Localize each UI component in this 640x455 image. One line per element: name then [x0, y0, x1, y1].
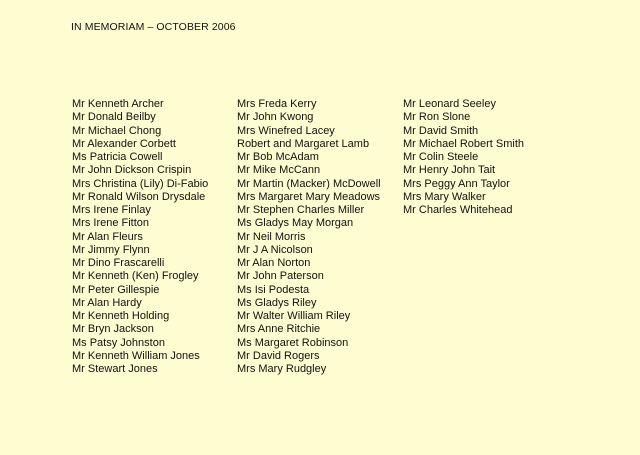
memorial-name: Mr Jimmy Flynn: [72, 243, 150, 256]
memorial-name: Mr David Smith: [403, 124, 479, 137]
memorial-name: Mr John Kwong: [237, 111, 314, 124]
memorial-name: Mr Bryn Jackson: [72, 323, 154, 336]
memorial-name: Mr Kenneth William Jones: [72, 349, 200, 362]
memorial-name: Mrs Irene Fitton: [72, 217, 150, 230]
memorial-name: Mr Alan Fleurs: [72, 230, 143, 243]
memorial-name: Mr Walter William Riley: [237, 310, 351, 322]
memorial-name: Mr Charles Whitehead: [403, 204, 513, 216]
memorial-name: Ms Gladys Riley: [237, 296, 317, 309]
memorial-name: Mr Henry John Tait: [403, 164, 496, 177]
memorial-name: Mr Ronald Wilson Drysdale: [72, 190, 206, 203]
memorial-name: Robert and Margaret Lamb: [237, 137, 370, 150]
memorial-name: Mrs Peggy Ann Taylor: [403, 177, 510, 190]
memorial-name: Ms Gladys May Morgan: [237, 217, 354, 230]
memorial-name: Mrs Mary Walker: [403, 190, 486, 203]
memorial-name: Mrs Mary Rudgley: [237, 363, 327, 375]
memorial-name: Mr Ron Slone: [403, 111, 471, 124]
names-column-2: [237, 98, 381, 376]
memorial-name: Mr J A Nicolson: [237, 243, 313, 256]
memorial-name: Mrs Christina (Lily) Di-Fabio: [72, 177, 209, 190]
memorial-name: Mr David Rogers: [237, 349, 320, 362]
memorial-name: Mr Stephen Charles Miller: [237, 204, 365, 216]
memorial-name: Mr Stewart Jones: [72, 363, 158, 375]
names-column-3: [403, 98, 524, 217]
memorial-name: Mrs Freda Kerry: [237, 98, 317, 110]
memorial-name: Mr Bob McAdam: [237, 151, 319, 163]
names-column-1: [72, 98, 208, 376]
memorial-name: Mr Kenneth Archer: [72, 98, 164, 110]
memorial-name: Mr John Paterson: [237, 270, 324, 283]
memorial-name: Mr Mike McCann: [237, 164, 321, 177]
memorial-name: Mrs Winefred Lacey: [237, 124, 335, 137]
memorial-name: Mr Michael Robert Smith: [403, 137, 525, 150]
memorial-name: Ms Isi Podesta: [237, 283, 310, 296]
memorial-name: Mr Kenneth Holding: [72, 310, 170, 322]
memorial-name: Mrs Margaret Mary Meadows: [237, 190, 381, 203]
memorial-name: Mr Martin (Macker) McDowell: [237, 177, 381, 190]
page-title: IN MEMORIAM – OCTOBER 2006: [71, 21, 236, 33]
memorial-name: Mrs Irene Finlay: [72, 204, 151, 216]
memorial-name: Ms Margaret Robinson: [237, 336, 349, 349]
memorial-name: Mr Michael Chong: [72, 124, 162, 137]
memorial-name: Ms Patricia Cowell: [72, 151, 163, 163]
memorial-name: Mr Neil Morris: [237, 230, 306, 243]
memorial-name: Mr Alan Hardy: [72, 296, 142, 309]
memorial-name: Mr John Dickson Crispin: [72, 164, 192, 177]
memorial-name: Mr Alexander Corbett: [72, 137, 176, 150]
memorial-name: Ms Patsy Johnston: [72, 336, 165, 349]
memorial-name: Mr Kenneth (Ken) Frogley: [72, 270, 199, 283]
memorial-name: Mr Leonard Seeley: [403, 98, 496, 110]
memorial-name: Mr Donald Beilby: [72, 111, 156, 124]
memorial-name: Mr Colin Steele: [403, 151, 479, 163]
memorial-name: Mrs Anne Ritchie: [237, 323, 321, 336]
memorial-name: Mr Dino Frascarelli: [72, 257, 165, 269]
memorial-name: Mr Alan Norton: [237, 257, 311, 269]
memorial-name: Mr Peter Gillespie: [72, 283, 160, 296]
